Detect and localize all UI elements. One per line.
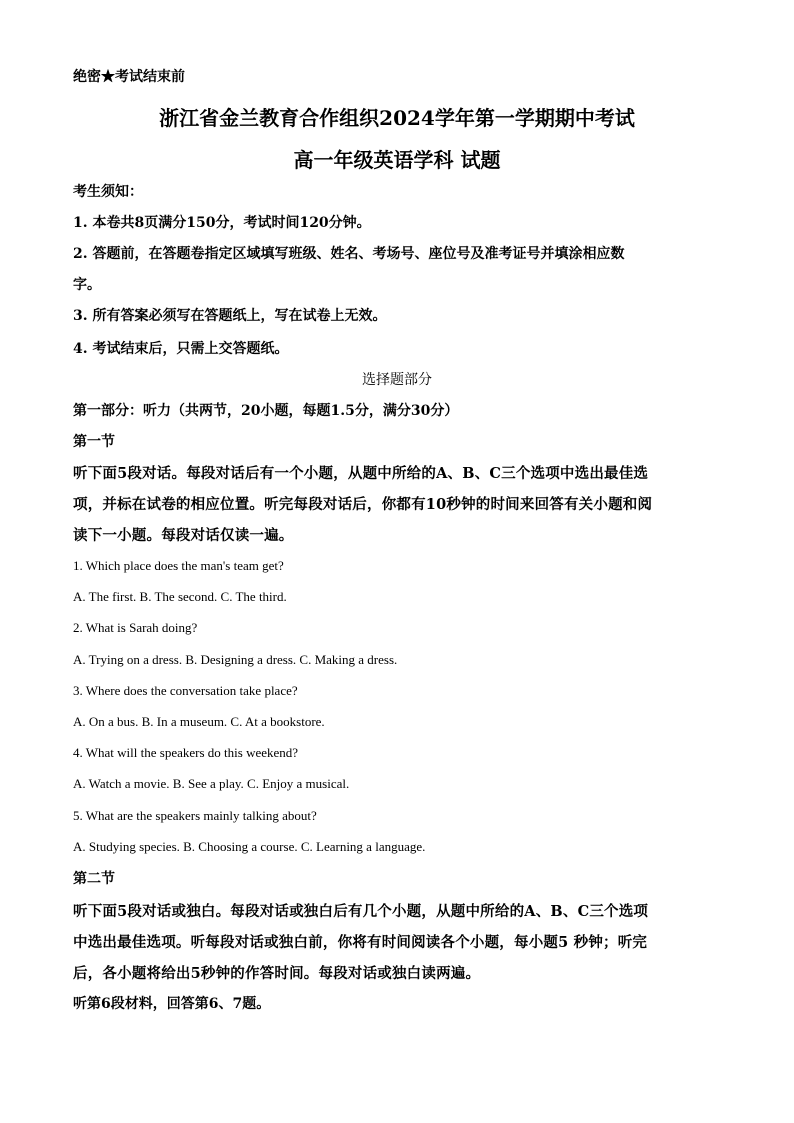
question-1: 1. Which place does the man's team get? xyxy=(73,558,284,573)
section2-instruction-line1: 听下面5段对话或独白。每段对话或独白后有几个小题，从题中所给的A、B、C三个选项 xyxy=(73,903,649,920)
secret-mark: 绝密★考试结束前 xyxy=(73,69,185,85)
question-5: 5. What are the speakers mainly talking about? xyxy=(73,808,317,823)
choice-part-heading: 选择题部分 xyxy=(362,372,432,388)
question-3-options: A. On a bus. B. In a museum. C. At a bookstore. xyxy=(73,714,325,729)
section2-heading: 第二节 xyxy=(73,871,115,887)
question-2-options: A. Trying on a dress. B. Designing a dress. C. Making a dress. xyxy=(73,652,398,667)
material-6-heading: 听第6段材料，回答第6、7题。 xyxy=(73,996,271,1012)
notice-item-4: 4. 考试结束后，只需上交答题纸。 xyxy=(73,341,289,357)
question-3: 3. Where does the conversation take place? xyxy=(73,683,298,698)
section1-instruction-line2: 项，并标在试卷的相应位置。听完每段对话后，你都有10秒钟的时间来回答有关小题和阅 xyxy=(73,496,653,513)
section2-instruction-line3: 后，各小题将给出5秒钟的作答时间。每段对话或独白读两遍。 xyxy=(73,965,481,982)
section1-heading: 第一节 xyxy=(73,434,115,450)
question-4-options: A. Watch a movie. B. See a play. C. Enjoy a musical. xyxy=(73,776,350,791)
question-4: 4. What will the speakers do this weekend? xyxy=(73,745,299,760)
notice-item-3: 3. 所有答案必须写在答题纸上，写在试卷上无效。 xyxy=(73,308,387,324)
question-2: 2. What is Sarah doing? xyxy=(73,620,198,635)
exam-title: 浙江省金兰教育合作组织2024学年第一学期期中考试 xyxy=(159,106,635,130)
exam-subtitle: 高一年级英语学科 试题 xyxy=(293,148,501,172)
question-1-options: A. The first. B. The second. C. The third. xyxy=(73,589,287,604)
question-5-options: A. Studying species. B. Choosing a course. C. Learning a language. xyxy=(73,839,426,854)
notice-item-1: 1. 本卷共8页满分150分，考试时间120分钟。 xyxy=(73,215,371,231)
part1-heading: 第一部分：听力（共两节，20小题，每题1.5分，满分30分） xyxy=(73,403,459,419)
notice-heading: 考生须知： xyxy=(73,184,143,200)
notice-item-2-cont: 字。 xyxy=(73,277,101,293)
notice-item-2: 2. 答题前，在答题卷指定区域填写班级、姓名、考场号、座位号及准考证号并填涂相应数 xyxy=(73,246,625,262)
section2-instruction-line2: 中选出最佳选项。听每段对话或独白前，你将有时间阅读各个小题，每小题5 秒钟；听完 xyxy=(73,934,648,951)
section1-instruction-line1: 听下面5段对话。每段对话后有一个小题，从题中所给的A、B、C三个选项中选出最佳选 xyxy=(73,465,649,482)
section1-instruction-line3: 读下一小题。每段对话仅读一遍。 xyxy=(73,527,294,544)
